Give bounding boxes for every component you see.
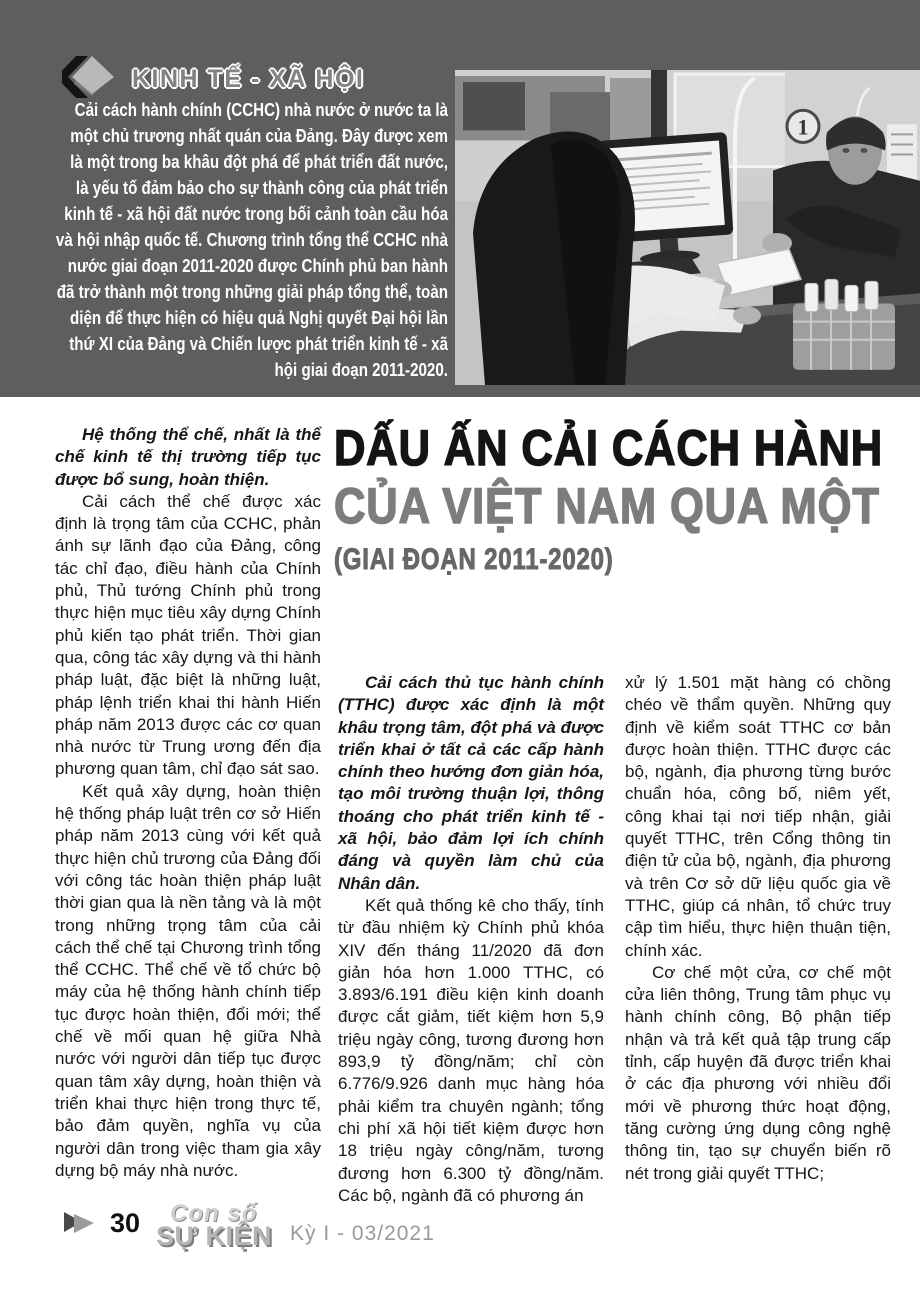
column3-paragraph: xử lý 1.501 mặt hàng có chồng chéo về thẩm quyền. Những quy định về kiểm soát TTHC cơ bản được hoàn thiện. TTHC được các bộ, ngành, địa phương từng bước chuẩn hóa, công bố, niêm yết, công khai tại nơi tiếp nhận, giải quyết TTHC, trên Cổng thông tin điện tử của bộ, ngành, địa phương và trên Cơ sở dữ liệu quốc gia về TTHC, giúp cá nhân, tổ chức truy cập tìm hiểu, thực hiện thuận tiện, chính xác. xyxy=(625,673,891,960)
article-title-line1: DẤU ẤN CẢI CÁCH HÀNH xyxy=(334,420,884,476)
article-title-line2: CỦA VIỆT NAM QUA MỘT xyxy=(334,478,880,534)
intro-paragraph: Cải cách hành chính (CCHC) nhà nước ở nước ta là một chủ trương nhất quán của Đảng. Đây được xem là một trong ba khâu đột phá để phát triển đất nước, là yếu tố đảm bảo cho sự thành công của phát triển kinh tế - xã hội đất nước trong bối cảnh toàn cầu hóa và hội nhập quốc tế. Chương trình tổng thể CCHC nhà nước giai đoạn 2011-2020 được Chính phủ ban hành đã trở thành một trong những giải pháp tổng thể, toàn diện để thực hiện có hiệu quả Nghị quyết Đại hội lần thứ XI của Đảng và Chiến lược phát triển kinh tế - xã hội giai đoạn 2011-2020. xyxy=(55,99,449,380)
column3-paragraph: Cơ chế một cửa, cơ chế một cửa liên thông, Trung tâm phục vụ hành chính công, Bộ phận tiếp nhận và trả kết quả tập trung cấp tỉnh, cấp huyện đã được triển khai ở các địa phương với nhiều đổi mới về phương thức hoạt động, tăng cường ứng dụng công nghệ thông tin, tạo sự chuyển biến rõ nét trong giải quyết TTHC; xyxy=(625,962,891,1183)
column2-paragraph: Kết quả thống kê cho thấy, tính từ đầu nhiệm kỳ Chính phủ khóa XIV đến tháng 11/2020 đã đơn giản hóa hơn 1.000 TTHC, có 3.893/6.191 điều kiện kinh doanh được cắt giảm, tiết kiệm hơn 5,9 triệu ngày công, tương đương hơn 893,9 tỷ đồng/năm; chỉ còn 6.776/9.926 danh mục hàng hóa phải kiểm tra chuyên ngành; tổng chi phí xã hội tiết kiệm được hơn 18 triệu ngày công/năm, tương đương hơn 6.300 tỷ đồng/năm. Các bộ, ngành đã có phương án xyxy=(338,895,604,1205)
magazine-logo-line2: SỰ KIỆN xyxy=(156,1221,272,1251)
section-label: KINH TẾ - XÃ HỘI xyxy=(132,65,365,93)
column2-lead: Cải cách thủ tục hành chính (TTHC) được xác định là một khâu trọng tâm, đột phá và được triển khai ở tất cả các cấp hành chính theo hướng đơn giản hóa, tạo môi trường thuận lợi, thông thoáng cho phát triển kinh tế - xã hội, bảo đảm lợi ích chính đáng và quyền làm chủ của Nhân dân. xyxy=(338,673,604,893)
text-column-3 xyxy=(625,672,891,1185)
text-column-2 xyxy=(338,672,604,1207)
footer-arrows-icon xyxy=(62,1208,102,1241)
text-column-1 xyxy=(55,424,321,1182)
issue-label: Kỳ I - 03/2021 xyxy=(290,1222,435,1245)
column1-paragraph: Kết quả xây dựng, hoàn thiện hệ thống pháp luật trên cơ sở Hiến pháp năm 2013 cùng với kết quả thực hiện chủ trương của Đảng đối với công tác hoàn thiện pháp luật thời gian qua là nền tảng và là một trong những trọng tâm của cải cách thể chế tại Chương trình tổng thể CCHC. Thể chế về tổ chức bộ máy của hệ thống hành chính tiếp tục được hoàn thiện, đổi mới; thể chế về mối quan hệ giữa Nhà nước với người dân tiếp tục được quan tâm xây dựng, hoàn thiện và triển khai thực hiện trong thực tế, bảo đảm quyền, nghĩa vụ của người dân trong việc tham gia xây dựng bộ máy nhà nước. xyxy=(55,781,321,1180)
page-footer xyxy=(62,1200,435,1254)
column1-paragraph: Cải cách thể chế được xác định là trọng tâm của CCHC, phản ánh sự lãnh đạo của Đảng, công tác chỉ đạo, điều hành của Chính phủ, Thủ tướng Chính phủ trong thực hiện mục tiêu xây dựng Chính phủ kiến tạo phát triển. Thời gian qua, công tác xây dựng và thi hành pháp luật, đặc biệt là những luật, pháp lệnh triển khai thi hành Hiến pháp năm 2013 được các cơ quan nhà nước từ Trung ương đến địa phương quan tâm, chỉ đạo sát sao. xyxy=(55,491,321,779)
counter-number: 1 xyxy=(797,114,809,140)
article-title-period: (GIAI ĐOẠN 2011-2020) xyxy=(334,543,614,576)
magazine-logo xyxy=(156,1200,280,1254)
magazine-logo-line1: Con số xyxy=(170,1200,258,1227)
column1-lead: Hệ thống thể chế, nhất là thể chế kinh tế thị trường tiếp tục được bổ sung, hoàn thiện. xyxy=(55,425,321,489)
article-photo xyxy=(455,70,920,385)
page-number: 30 xyxy=(110,1208,141,1238)
